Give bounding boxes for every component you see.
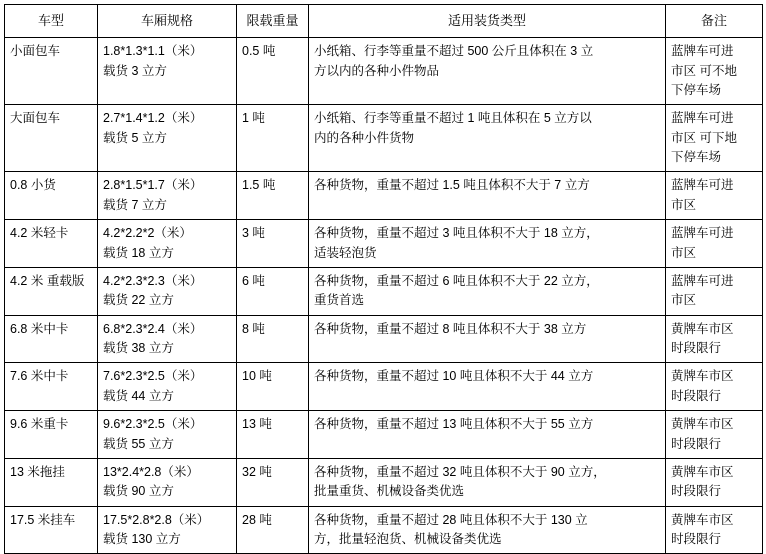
vehicle-spec-table xyxy=(4,4,763,554)
cell-compartment-spec-line: 2.8*1.5*1.7（米） xyxy=(103,178,203,193)
table-row xyxy=(5,172,763,220)
cell-compartment-spec-line: 7.6*2.3*2.5（米） xyxy=(103,369,203,384)
cell-cargo-type xyxy=(309,38,666,105)
cell-vehicle-type: 9.6 米重卡 xyxy=(5,411,98,459)
cell-cargo-type-line: 各种货物，重量不超过 6 吨且体积不大于 22 立方， xyxy=(314,273,599,288)
cell-remark xyxy=(666,506,763,554)
cell-load-limit: 13 吨 xyxy=(237,411,309,459)
cell-remark-line: 时段限行 xyxy=(671,341,722,356)
cell-compartment-spec xyxy=(98,38,237,105)
cell-cargo-type-line: 方，批量轻泡货、机械设备类优选 xyxy=(314,532,502,547)
cell-remark xyxy=(666,38,763,105)
table-row xyxy=(5,411,763,459)
table-header xyxy=(5,5,763,38)
cell-remark-line: 蓝牌车可进 xyxy=(671,226,734,241)
cell-remark-line: 市区 可下地 xyxy=(671,130,737,145)
table-row xyxy=(5,267,763,315)
cell-compartment-spec-line: 载货 18 立方 xyxy=(103,245,174,260)
cell-compartment-spec xyxy=(98,220,237,268)
cell-cargo-type xyxy=(309,105,666,172)
cell-remark-line: 蓝牌车可进 xyxy=(671,178,734,193)
cell-compartment-spec-line: 载货 55 立方 xyxy=(103,436,174,451)
cell-load-limit: 0.5 吨 xyxy=(237,38,309,105)
cell-vehicle-type: 0.8 小货 xyxy=(5,172,98,220)
cell-compartment-spec-line: 载货 22 立方 xyxy=(103,293,174,308)
cell-compartment-spec xyxy=(98,363,237,411)
table-row xyxy=(5,38,763,105)
cell-compartment-spec-line: 2.7*1.4*1.2（米） xyxy=(103,111,203,126)
cell-cargo-type xyxy=(309,411,666,459)
cell-remark-line: 市区 xyxy=(671,293,697,308)
cell-load-limit: 32 吨 xyxy=(237,458,309,506)
cell-cargo-type-line: 方以内的各种小件物品 xyxy=(314,63,440,78)
cell-cargo-type xyxy=(309,315,666,363)
table-header-row xyxy=(5,5,763,38)
cell-compartment-spec xyxy=(98,506,237,554)
cell-compartment-spec-line: 4.2*2.2*2（米） xyxy=(103,226,192,241)
cell-cargo-type-line: 各种货物，重量不超过 28 吨且体积不大于 130 立 xyxy=(314,512,588,527)
cell-remark xyxy=(666,363,763,411)
cell-remark xyxy=(666,220,763,268)
cell-cargo-type-line: 重货首选 xyxy=(314,293,365,308)
cell-remark xyxy=(666,267,763,315)
cell-remark xyxy=(666,458,763,506)
cell-compartment-spec-line: 13*2.4*2.8（米） xyxy=(103,464,199,479)
cell-cargo-type xyxy=(309,267,666,315)
column-header-cargo-type: 适用装货类型 xyxy=(309,5,666,38)
cell-load-limit: 3 吨 xyxy=(237,220,309,268)
cell-compartment-spec-line: 载货 44 立方 xyxy=(103,388,174,403)
cell-remark xyxy=(666,315,763,363)
cell-cargo-type-line: 各种货物，重量不超过 32 吨且体积不大于 90 立方， xyxy=(314,464,606,479)
table-row xyxy=(5,363,763,411)
cell-remark-line: 蓝牌车可进 xyxy=(671,273,734,288)
cell-compartment-spec-line: 9.6*2.3*2.5（米） xyxy=(103,417,203,432)
cell-remark-line: 黄牌车市区 xyxy=(671,369,734,384)
cell-vehicle-type: 4.2 米 重载版 xyxy=(5,267,98,315)
cell-load-limit: 6 吨 xyxy=(237,267,309,315)
cell-compartment-spec xyxy=(98,172,237,220)
cell-cargo-type-line: 各种货物，重量不超过 10 吨且体积不大于 44 立方 xyxy=(314,369,594,384)
cell-remark-line: 黄牌车市区 xyxy=(671,464,734,479)
cell-cargo-type xyxy=(309,172,666,220)
cell-remark-line: 下停车场 xyxy=(671,82,722,97)
cell-load-limit: 10 吨 xyxy=(237,363,309,411)
table-row xyxy=(5,506,763,554)
cell-cargo-type-line: 各种货物，重量不超过 8 吨且体积不大于 38 立方 xyxy=(314,321,587,336)
column-header-compartment-spec: 车厢规格 xyxy=(98,5,237,38)
cell-remark xyxy=(666,172,763,220)
cell-vehicle-type: 7.6 米中卡 xyxy=(5,363,98,411)
table-body xyxy=(5,38,763,554)
cell-vehicle-type: 13 米拖挂 xyxy=(5,458,98,506)
cell-cargo-type xyxy=(309,363,666,411)
cell-compartment-spec-line: 6.8*2.3*2.4（米） xyxy=(103,321,203,336)
cell-remark-line: 时段限行 xyxy=(671,484,722,499)
cell-cargo-type xyxy=(309,458,666,506)
cell-cargo-type-line: 批量重货、机械设备类优选 xyxy=(314,484,465,499)
cell-compartment-spec-line: 17.5*2.8*2.8（米） xyxy=(103,512,210,527)
cell-compartment-spec-line: 载货 38 立方 xyxy=(103,341,174,356)
cell-compartment-spec-line: 载货 5 立方 xyxy=(103,130,167,145)
cell-compartment-spec xyxy=(98,458,237,506)
cell-compartment-spec-line: 载货 90 立方 xyxy=(103,484,174,499)
column-header-vehicle-type: 车型 xyxy=(5,5,98,38)
cell-load-limit: 1.5 吨 xyxy=(237,172,309,220)
cell-load-limit: 8 吨 xyxy=(237,315,309,363)
cell-remark xyxy=(666,105,763,172)
cell-cargo-type-line: 适装轻泡货 xyxy=(314,245,377,260)
cell-cargo-type-line: 内的各种小件货物 xyxy=(314,130,415,145)
table-row xyxy=(5,105,763,172)
cell-remark-line: 下停车场 xyxy=(671,150,722,165)
cell-remark-line: 蓝牌车可进 xyxy=(671,44,734,59)
cell-compartment-spec xyxy=(98,411,237,459)
cell-cargo-type xyxy=(309,220,666,268)
cell-remark-line: 市区 xyxy=(671,245,697,260)
column-header-remark: 备注 xyxy=(666,5,763,38)
cell-compartment-spec xyxy=(98,105,237,172)
cell-remark-line: 市区 xyxy=(671,197,697,212)
cell-remark-line: 时段限行 xyxy=(671,436,722,451)
cell-compartment-spec xyxy=(98,315,237,363)
cell-cargo-type-line: 各种货物，重量不超过 3 吨且体积不大于 18 立方， xyxy=(314,226,599,241)
cell-cargo-type-line: 各种货物，重量不超过 1.5 吨且体积不大于 7 立方 xyxy=(314,178,590,193)
column-header-load-limit: 限载重量 xyxy=(237,5,309,38)
cell-compartment-spec-line: 载货 130 立方 xyxy=(103,532,181,547)
cell-remark-line: 时段限行 xyxy=(671,532,722,547)
table-row xyxy=(5,220,763,268)
cell-load-limit: 1 吨 xyxy=(237,105,309,172)
cell-vehicle-type: 小面包车 xyxy=(5,38,98,105)
cell-load-limit: 28 吨 xyxy=(237,506,309,554)
cell-remark-line: 市区 可不地 xyxy=(671,63,737,78)
cell-vehicle-type: 6.8 米中卡 xyxy=(5,315,98,363)
cell-cargo-type xyxy=(309,506,666,554)
table-row xyxy=(5,315,763,363)
cell-remark-line: 黄牌车市区 xyxy=(671,512,734,527)
cell-compartment-spec-line: 4.2*2.3*2.3（米） xyxy=(103,273,203,288)
cell-remark-line: 时段限行 xyxy=(671,388,722,403)
cell-vehicle-type: 4.2 米轻卡 xyxy=(5,220,98,268)
cell-remark xyxy=(666,411,763,459)
cell-compartment-spec xyxy=(98,267,237,315)
table-row xyxy=(5,458,763,506)
cell-vehicle-type: 大面包车 xyxy=(5,105,98,172)
cell-cargo-type-line: 小纸箱、行李等重量不超过 1 吨且体积在 5 立方以 xyxy=(314,111,592,126)
cell-remark-line: 蓝牌车可进 xyxy=(671,111,734,126)
cell-remark-line: 黄牌车市区 xyxy=(671,321,734,336)
cell-compartment-spec-line: 载货 3 立方 xyxy=(103,63,167,78)
cell-vehicle-type: 17.5 米挂车 xyxy=(5,506,98,554)
cell-compartment-spec-line: 1.8*1.3*1.1（米） xyxy=(103,44,203,59)
cell-cargo-type-line: 小纸箱、行李等重量不超过 500 公斤且体积在 3 立 xyxy=(314,44,594,59)
cell-compartment-spec-line: 载货 7 立方 xyxy=(103,197,167,212)
cell-remark-line: 黄牌车市区 xyxy=(671,417,734,432)
cell-cargo-type-line: 各种货物，重量不超过 13 吨且体积不大于 55 立方 xyxy=(314,417,594,432)
